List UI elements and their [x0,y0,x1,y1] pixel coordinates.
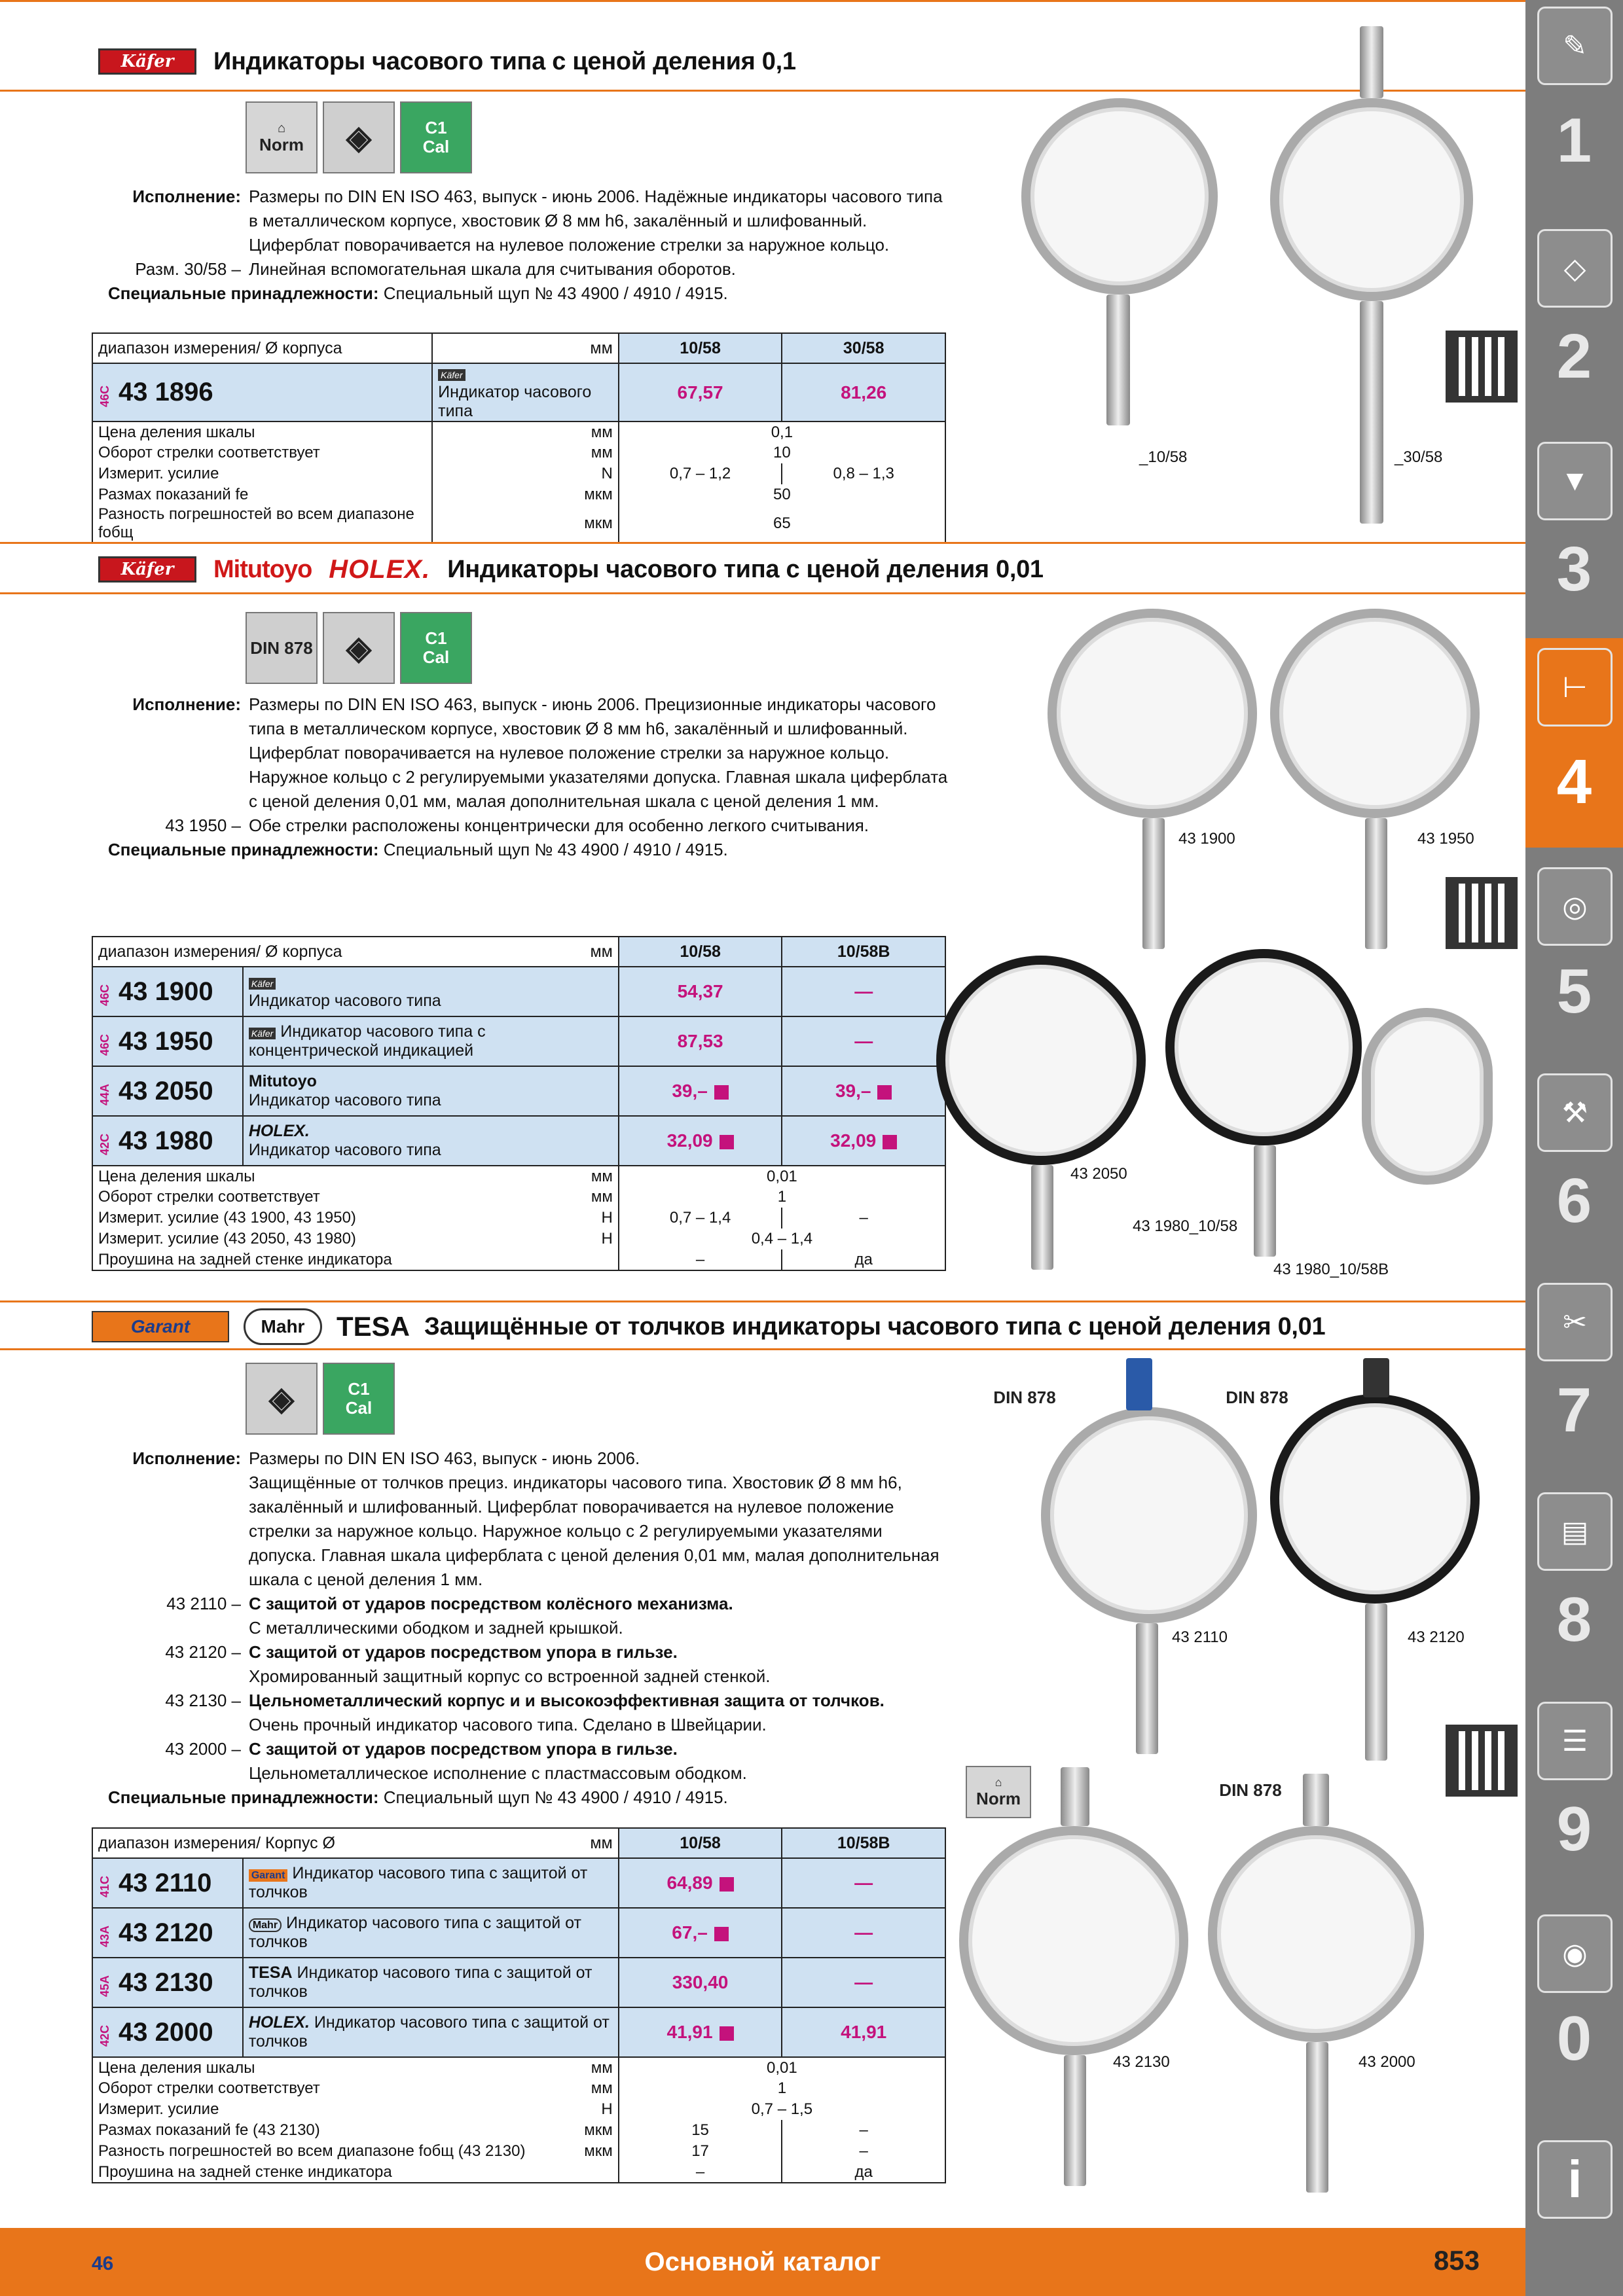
page-number-right: 853 [1433,2245,1480,2276]
din-878-badge: DIN 878 [246,612,318,684]
section-2-description: Исполнение: Размеры по DIN EN ISO 463, выпуск - июнь 2006. Прецизионные индикаторы часового типа в металлическом корпусе, хвостовик Ø 8 мм h6, закалённый и шлифованный. Циферблат поворачивается на нулевое положение стрелки за наружное кольцо. Наружное кольцо с 2 регулируемыми указателями допуска. Главная шкала циферблата с ценой деления 0,01 мм, малая дополнительная шкала с ценой деления 1 мм. 43 1950 – Обе стрелки расположены концентрически для особенно легкого считывания. Специальные принадлежности: Специальный щуп № 43 4900 / 4910 / 4915. [108,694,948,859]
section-3-description: Исполнение: Размеры по DIN EN ISO 463, выпуск - июнь 2006. Защищённые от толчков прециз. индикаторы часового типа. Хвостовик Ø 8 мм h6, закалённый и шлифованный. Циферблат поворачивается на нулевое положение стрелки за наружное кольцо. Наружное кольцо с 2 регулируемыми указателями допуска. Главная шкала циферблата с ценой деления 0,01 мм, малая дополнительная шкала с ценой деления 1 мм. 43 2110 – С защитой от ударов посредством колёсного механизма. С металлическими ободком и задней крышкой. 43 2120 – С защитой от ударов посредством упора в гильзе. Хромированный защитный корпус со встроенной задней стенкой. 43 2130 – Цельнометаллический корпус и и высокоэффективная защита от толчков. Очень прочный индикатор часового типа. Сделано в Швейцарии. 43 2000 – С защитой от ударов посредством упора в гильзе. Цельнометаллическое исполнение с пластмассовым ободком. Специальные принадлежности: Специальный щуп № 43 4900 / 4910 / 4915. [108,1448,939,1807]
insert-icon[interactable]: ◇ [1537,229,1613,308]
section-1-header [98,35,796,88]
indicator-stem [1064,2055,1086,2186]
section-3-title: Защищённые от толчков индикаторы часового типа с ценой деления 0,01 [424,1312,1326,1340]
dial-indicator-image [1021,98,1218,295]
caption: 43 1980_10/58 [1133,1217,1238,1235]
indicator-stem [1106,295,1130,425]
section-1-table: диапазон измерения/ Ø корпуса мм 10/58 30/58 46C 43 1896 Käfer Индикатор часового типа 67,57 81,26 Цена деления шкалы мм 0,1 Оборот стрелки соответствует мм 10 Измерит. усилие N 0,7 – 1,2 0,8 – 1,3 Размах показаний fe мкм 50 Разность погрешностей во всем диапазоне fобщ мкм 65 [92,332,946,543]
indicator-stem [1365,1604,1387,1761]
safety-glasses-icon[interactable]: ◉ [1537,1914,1613,1993]
workbench-icon[interactable]: ▤ [1537,1492,1613,1571]
table-row[interactable]: 43A 43 2120 Mahr Индикатор часового типа с защитой от толчков 67,– — [92,1908,945,1958]
indicator-stem [1136,1623,1158,1754]
saw-icon[interactable]: ◎ [1537,867,1613,946]
dial-indicator-image [959,1826,1188,2055]
chapter-4[interactable]: 4 [1556,747,1592,817]
caption: 43 1900 [1178,830,1235,848]
caption: 43 2000 [1359,2053,1415,2071]
indicator-stem [1126,1358,1152,1410]
norm-icon: ⌂ Norm [246,101,318,173]
qr-code-icon[interactable] [1446,877,1518,949]
indicator-stem [1031,1165,1053,1270]
tesa-logo: TESA [337,1311,410,1342]
norm-icon: ⌂ Norm [966,1766,1031,1818]
dial-indicator-image [1270,1394,1480,1604]
din-878-badge: DIN 878 [1218,1761,1283,1820]
indicator-stem [1306,2042,1328,2193]
section-2-table: диапазон измерения/ Ø корпуса мм 10/58 10/58B 46C 43 1900 Käfer Индикатор часового типа 54,37 — 46C 43 1950 Käfer Индикатор часового типа с концентрической индикацией 87,53 — 44A 43 2050 Mitutoyo Индикатор часового типа 39,– 39,– 42C 43 1980 HOLEX. Индикатор часового типа 32,09 32,09 Цена деления шкалы мм 0,01 Оборот стрелки соответствует мм 1 Измерит. усилие (43 1900, 43 1950) Н 0,7 – 1,4 – Измерит. усилие (43 2050, 43 1980) Н 0,4 – 1,4 Проушина на задней стенке индикатора – да [92,936,946,1271]
footer-title: Основной каталог [644,2248,881,2276]
indicator-stem [1303,1774,1329,1826]
caption: 43 1950 [1417,830,1474,848]
section-1-description: Исполнение: Размеры по DIN EN ISO 463, выпуск - июнь 2006. Надёжные индикаторы часового типа в металлическом корпусе, хвостовик Ø 8 мм h6, закалённый и шлифованный. Циферблат поворачивается на нулевое положение стрелки за наружное кольцо. Разм. 30/58 – Линейная вспомогательная шкала для считывания оборотов. Специальные принадлежности: Специальный щуп № 43 4900 / 4910 / 4915. [108,187,943,303]
chapter-7[interactable]: 7 [1556,1375,1592,1445]
gauge-block-icon: ◈ [246,1363,318,1435]
holex-logo: HOLEX. [329,554,431,584]
section-3-table: диапазон измерения/ Корпус Ø мм 10/58 10/58B 41C 43 2110 Garant Индикатор часового типа с защитой от толчков 64,89 — 43A 43 2120 Mahr Индикатор часового типа с защитой от толчков 67,– — 45A 43 2130 TESA Индикатор часового типа с защитой от толчков 330,40 — 42C 43 2000 HOLEX. Индикатор часового типа с защитой от толчков 41,91 41,91 Цена деления шкалы мм 0,01 Оборот стрелки соответствует мм 1 Измерит. усилие Н 0,7 – 1,5 Размах показаний fe (43 2130) мкм 15 – Разность погрешностей во всем диапазоне fобщ (43 2130) мкм 17 – Проушина на задней стенке индикатора – да [92,1827,946,2183]
dial-indicator-image [1208,1826,1424,2042]
table-row[interactable]: 46C 43 1950 Käfer Индикатор часового типа с концентрической индикацией 87,53 — [92,1016,945,1066]
indicator-stem [1360,26,1383,98]
caption: 43 2130 [1113,2053,1170,2071]
chapter-0[interactable]: 0 [1556,2003,1592,2073]
caption: 43 1980_10/58B [1273,1261,1389,1278]
info-icon[interactable]: i [1537,2140,1613,2219]
section-2-header [98,543,1044,596]
caption: _10/58 [1139,448,1188,466]
dial-indicator-image [1165,949,1362,1145]
caliper-icon[interactable]: ⊢ [1537,648,1613,726]
page-footer [0,2228,1525,2296]
indicator-stem [1061,1767,1089,1826]
mitutoyo-logo: Mitutoyo [213,555,312,583]
chapter-1[interactable]: 1 [1556,105,1592,175]
dial-indicator-image [1048,609,1257,818]
calibration-badge: C1 Cal [400,612,472,684]
cabinet-icon[interactable]: ☰ [1537,1702,1613,1780]
din-878-badge: DIN 878 [1224,1368,1290,1427]
pliers-icon[interactable]: ✂ [1537,1283,1613,1361]
indicator-stem [1254,1145,1276,1257]
gauge-block-icon: ◈ [323,612,395,684]
indicator-stem [1142,818,1165,949]
dial-indicator-image [1270,609,1480,818]
tap-icon[interactable]: ▼ [1537,442,1613,520]
calibration-badge: C1 Cal [400,101,472,173]
dial-indicator-back-image [1362,1008,1493,1185]
qr-code-icon[interactable] [1446,331,1518,403]
chapter-9[interactable]: 9 [1556,1794,1592,1864]
caption: _30/58 [1395,448,1443,466]
chapter-sidebar [1525,0,1623,2296]
chapter-6[interactable]: 6 [1556,1166,1592,1236]
chapter-3[interactable]: 3 [1556,534,1592,604]
indicator-stem [1360,301,1383,524]
qr-code-icon[interactable] [1446,1725,1518,1797]
wrench-icon[interactable]: ⚒ [1537,1073,1613,1152]
table-row[interactable]: 46C 43 1896 Käfer Индикатор часового типа 67,57 81,26 [92,363,945,422]
calibration-badge: C1 Cal [323,1363,395,1435]
chapter-2[interactable]: 2 [1556,321,1592,391]
page-number-left: 46 [92,2253,114,2274]
section-1-title: Индикаторы часового типа с ценой деления 0,1 [213,47,796,75]
garant-logo: Garant [92,1311,229,1342]
section-3-header [92,1300,1325,1353]
caption: 43 2110 [1172,1628,1228,1646]
din-878-badge: DIN 878 [992,1368,1057,1427]
kafer-logo: Käfer [98,556,196,583]
dial-indicator-image [936,956,1146,1165]
table-row[interactable]: 46C 43 1900 Käfer Индикатор часового типа 54,37 — [92,967,945,1016]
dial-indicator-image [1270,98,1473,301]
table-row[interactable]: 42C 43 2000 HOLEX. Индикатор часового типа с защитой от толчков 41,91 41,91 [92,2007,945,2057]
dial-indicator-image [1041,1407,1257,1623]
gauge-block-icon: ◈ [323,101,395,173]
indicator-stem [1365,818,1387,949]
caption: 43 2120 [1408,1628,1465,1646]
kafer-logo: Käfer [98,48,196,75]
section-2-title: Индикаторы часового типа с ценой деления 0,01 [447,555,1044,583]
table-row[interactable]: 42C 43 1980 HOLEX. Индикатор часового типа 32,09 32,09 [92,1116,945,1166]
caption: 43 2050 [1070,1165,1127,1183]
mahr-logo: Mahr [244,1308,322,1345]
table-row[interactable]: 44A 43 2050 Mitutoyo Индикатор часового типа 39,– 39,– [92,1066,945,1116]
chapter-5[interactable]: 5 [1556,956,1592,1026]
chapter-8[interactable]: 8 [1556,1585,1592,1655]
indicator-stem [1363,1358,1389,1397]
table-row[interactable]: 41C 43 2110 Garant Индикатор часового типа с защитой от толчков 64,89 — [92,1858,945,1908]
table-row[interactable]: 45A 43 2130 TESA Индикатор часового типа с защитой от толчков 330,40 — [92,1958,945,2007]
drill-icon[interactable]: ✎ [1537,7,1613,85]
